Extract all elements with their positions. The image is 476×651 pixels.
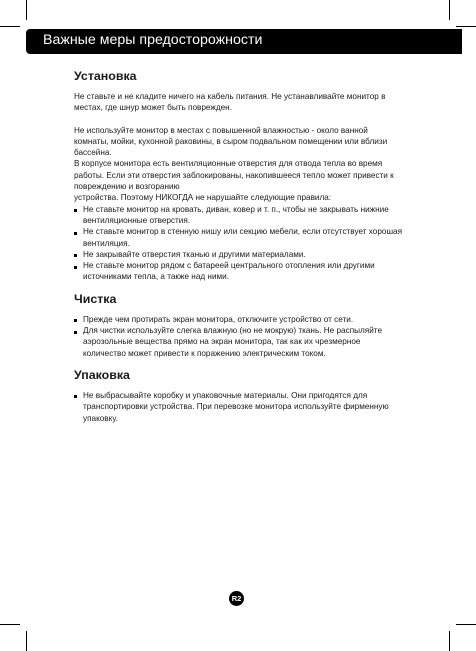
bullet-icon [74,209,77,212]
crop-mark [0,26,20,27]
section-title-install: Установка [74,69,137,83]
crop-mark [26,631,27,651]
page-number-badge: R2 [229,591,244,606]
bullet-icon [74,254,77,257]
crop-mark [456,26,476,27]
bullet-icon [74,319,77,322]
list-item: Не ставьте монитор на кровать, диван, ковер и т. п., чтобы не закрывать нижние вентиляционные отверстия. [74,204,404,227]
bullet-icon [74,232,77,235]
list-item: Не выбрасывайте коробку и упаковочные материалы. Они пригодятся для транспортировки устройства. При перевозке монитора используйте фирменную упаковку. [74,390,404,424]
bullet-list [74,204,404,283]
header-bar [26,29,462,54]
crop-mark [449,0,450,20]
crop-mark [26,0,27,20]
list-item: Не ставьте монитор рядом с батареей центрального отопления или другими источниками тепла, а также над ними. [74,260,404,283]
crop-mark [456,624,476,625]
page-title: Важные меры предосторожности [43,32,263,48]
bullet-icon [74,395,77,398]
crop-mark [449,631,450,651]
paragraph: устройства. Поэтому НИКОГДА не нарушайте следующие правила: [74,193,332,203]
crop-mark [0,624,20,625]
main-content [74,68,404,424]
section-title-cleaning: Чистка [74,291,117,306]
bullet-icon [74,331,77,334]
list-item: Не ставьте монитор в стенную нишу или секцию мебели, если отсутствует хорошая вентиляция. [74,226,404,249]
section-title-packing: Упаковка [74,367,130,382]
bullet-list [74,390,404,424]
list-item: Не закрывайте отверстия тканью и другими материалами. [74,249,404,260]
list-item: Прежде чем протирать экран монитора, отключите устройство от сети. [74,314,404,325]
bullet-icon [74,266,77,269]
list-item: Для чистки используйте слегка влажную (но не мокрую) ткань. Не распыляйте аэрозольные вещества прямо на экран монитора, так как их чрезмерное количество может привести к поражению электрическим током. [74,325,404,359]
paragraph: Не используйте монитор в местах с повышенной влажностью - около ванной комнаты, мойки, кухонной раковины, в сыром подвальном помещении или вблизи бассейна. [74,125,388,158]
bullet-list [74,314,404,359]
paragraph: Не ставьте и не кладите ничего на кабель питания. Не устанавливайте монитор в местах, где шнур может быть поврежден. [74,92,386,113]
paragraph: В корпусе монитора есть вентиляционные отверстия для отвода тепла во время работы. Если эти отверстия заблокированы, накопившееся тепло может привести к повреждению и возгоранию [74,159,394,192]
